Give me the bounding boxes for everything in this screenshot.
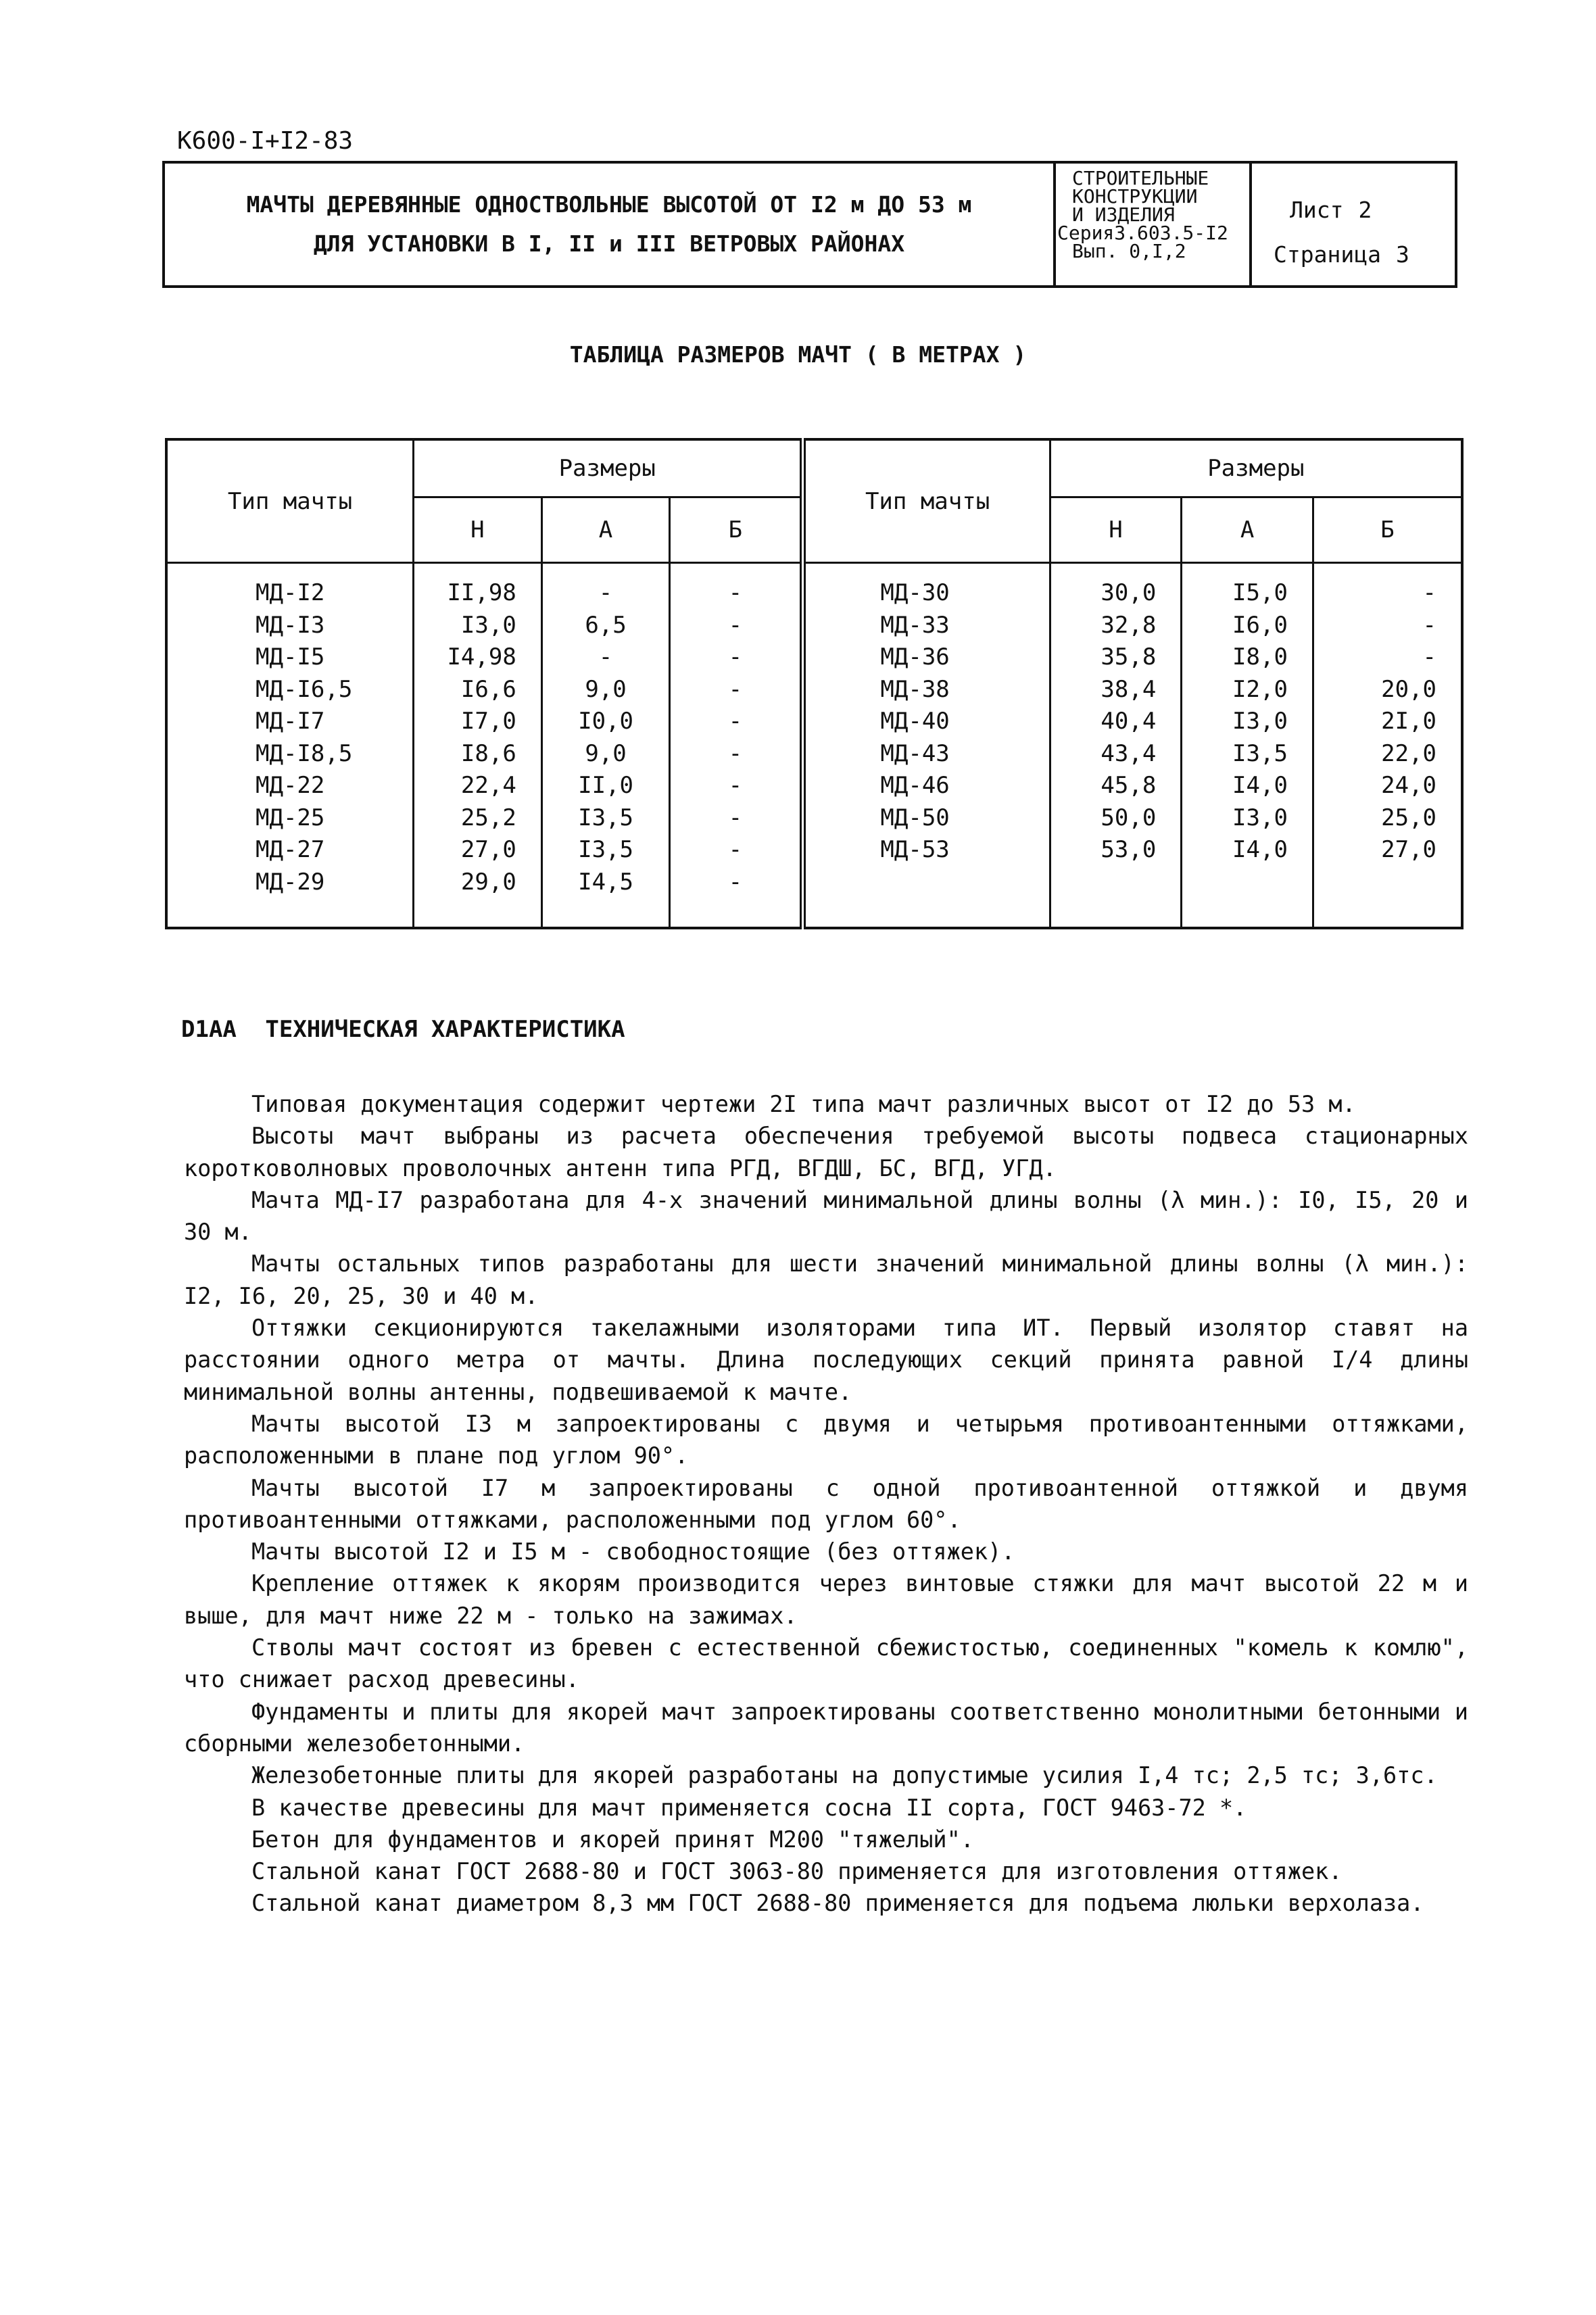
- left-row-9-h: 27,0: [460, 836, 516, 863]
- series-line-2: КОНСТРУКЦИИ: [1072, 185, 1198, 208]
- left-row-2-h: I3,0: [460, 611, 516, 639]
- right-row-1-a: I5,0: [1232, 579, 1288, 606]
- mast-sizes-table: [165, 438, 1464, 929]
- left-row-7-b: -: [728, 772, 743, 799]
- left-row-2-b: -: [728, 611, 743, 639]
- title-line-2: ДЛЯ УСТАНОВКИ В I, II и III ВЕТРОВЫХ РАЙОНАХ: [313, 230, 905, 257]
- paragraph: Стальной канат ГОСТ 2688-80 и ГОСТ 3063-80 применяется для изготовления оттяжек.: [251, 1858, 1343, 1885]
- header-h-left: Н: [414, 497, 542, 563]
- header-b-right: Б: [1313, 497, 1462, 563]
- right-row-3-h: 35,8: [1101, 643, 1157, 671]
- right-row-6-h: 43,4: [1101, 739, 1157, 767]
- right-row-2-type: МД-33: [880, 611, 950, 639]
- left-row-1-a: -: [598, 579, 613, 606]
- title-block: [162, 161, 1457, 288]
- sheet-info: [1252, 164, 1455, 285]
- left-row-10-h: 29,0: [460, 868, 516, 896]
- right-row-8-a: I3,0: [1232, 804, 1288, 831]
- right-row-7-b: 24,0: [1381, 772, 1436, 799]
- right-row-7-type: МД-46: [880, 772, 950, 799]
- right-row-4-b: 20,0: [1381, 675, 1436, 703]
- left-row-5-a: I0,0: [578, 708, 633, 735]
- right-row-8-b: 25,0: [1381, 804, 1436, 831]
- col-a-right: [1182, 563, 1313, 929]
- left-row-3-h: I4,98: [447, 643, 516, 671]
- left-row-5-type: МД-I7: [256, 708, 325, 735]
- right-row-1-b: -: [1422, 579, 1436, 606]
- left-row-7-type: МД-22: [256, 772, 325, 799]
- paragraph: Железобетонные плиты для якорей разработаны на допустимые усилия I,4 тс; 2,5 тс; 3,6тс.: [251, 1762, 1438, 1789]
- left-row-6-type: МД-I8,5: [256, 739, 353, 767]
- page-label: Страница: [1274, 241, 1381, 268]
- left-row-2-type: МД-I3: [256, 611, 325, 639]
- right-row-2-b: -: [1422, 611, 1436, 639]
- right-row-6-type: МД-43: [880, 739, 950, 767]
- left-row-1-b: -: [728, 579, 743, 606]
- page-number: 3: [1395, 241, 1409, 268]
- right-row-5-b: 2I,0: [1381, 708, 1436, 735]
- col-b-right: [1313, 563, 1462, 929]
- left-row-8-type: МД-25: [256, 804, 325, 831]
- left-row-3-type: МД-I5: [256, 643, 325, 671]
- right-row-2-a: I6,0: [1232, 611, 1288, 639]
- left-row-8-a: I3,5: [578, 804, 633, 831]
- series-line-5: Вып. 0,I,2: [1072, 240, 1186, 262]
- paragraph: Стволы мачт состоят из бревен с естественной сбежистостью, соединенных "комель к комлю", что снижает расход древесины.: [184, 1634, 1468, 1693]
- left-row-1-h: II,98: [447, 579, 516, 606]
- technical-description: [184, 1088, 1468, 1920]
- series-line-3: И ИЗДЕЛИЯ: [1072, 203, 1175, 226]
- left-row-5-b: -: [728, 708, 743, 735]
- left-row-4-h: I6,6: [460, 675, 516, 703]
- document-code: К600-I+I2-83: [177, 127, 354, 155]
- left-row-4-type: МД-I6,5: [256, 675, 353, 703]
- right-row-1-h: 30,0: [1101, 579, 1157, 606]
- right-row-6-a: I3,5: [1232, 739, 1288, 767]
- right-row-9-h: 53,0: [1101, 836, 1157, 863]
- col-a-left: [541, 563, 669, 929]
- right-row-9-type: МД-53: [880, 836, 950, 863]
- series-line-1: СТРОИТЕЛЬНЫЕ: [1072, 167, 1209, 189]
- left-row-2-a: 6,5: [585, 611, 627, 639]
- right-row-9-a: I4,0: [1232, 836, 1288, 863]
- header-a-right: А: [1182, 497, 1313, 563]
- paragraph: Оттяжки секционируются такелажными изоляторами типа ИТ. Первый изолятор ставят на расстоянии одного метра от мачты. Длина последующих секций принята равной I/4 длины минимальной волны антенны, подвешиваемой к мачте.: [184, 1315, 1468, 1405]
- right-row-5-a: I3,0: [1232, 708, 1288, 735]
- header-type-right: Тип мачты: [803, 439, 1050, 563]
- left-row-6-a: 9,0: [585, 739, 627, 767]
- paragraph: В качестве древесины для мачт применяется сосна II сорта, ГОСТ 9463-72 *.: [251, 1794, 1247, 1821]
- left-row-6-h: I8,6: [460, 739, 516, 767]
- header-sizes-right: Размеры: [1050, 439, 1462, 497]
- left-row-3-a: -: [598, 643, 613, 671]
- left-row-7-a: II,0: [578, 772, 633, 799]
- paragraph: Крепление оттяжек к якорям производится через винтовые стяжки для мачт высотой 22 м и выше, для мачт ниже 22 м - только на зажимах.: [184, 1570, 1468, 1629]
- right-row-7-h: 45,8: [1101, 772, 1157, 799]
- col-type-right: [803, 563, 1050, 929]
- left-row-9-type: МД-27: [256, 836, 325, 863]
- right-row-2-h: 32,8: [1101, 611, 1157, 639]
- right-row-5-h: 40,4: [1101, 708, 1157, 735]
- header-sizes-left: Размеры: [414, 439, 803, 497]
- sheet-label: Лист: [1290, 197, 1344, 223]
- left-row-9-a: I3,5: [578, 836, 633, 863]
- series-info: [1056, 164, 1252, 285]
- section-code: D1АА: [181, 1016, 237, 1043]
- sheet-row: [1290, 188, 1455, 233]
- series-line-4: Серия3.603.5-I2: [1057, 222, 1228, 244]
- section-heading: [181, 1016, 625, 1043]
- right-row-3-b: -: [1422, 643, 1436, 671]
- right-row-8-type: МД-50: [880, 804, 950, 831]
- paragraph: Типовая документация содержит чертежи 2I типа мачт различных высот от I2 до 53 м.: [251, 1091, 1356, 1117]
- left-row-7-h: 22,4: [460, 772, 516, 799]
- right-row-3-type: МД-36: [880, 643, 950, 671]
- paragraph: Мачта МД-I7 разработана для 4-х значений минимальной длины волны (λ мин.): I0, I5, 20 и 30 м.: [184, 1186, 1468, 1246]
- right-row-3-a: I8,0: [1232, 643, 1288, 671]
- left-row-5-h: I7,0: [460, 708, 516, 735]
- page-row: [1274, 233, 1455, 277]
- paragraph: Мачты остальных типов разработаны для шести значений минимальной длины волны (λ мин.): I2, I6, 20, 25, 30 и 40 м.: [184, 1250, 1468, 1309]
- right-row-7-a: I4,0: [1232, 772, 1288, 799]
- paragraph: Мачты высотой I7 м запроектированы с одной противоантенной оттяжкой и двумя противоантенными оттяжками, расположенными под углом 60°.: [184, 1474, 1468, 1533]
- title-line-1: МАЧТЫ ДЕРЕВЯННЫЕ ОДНОСТВОЛЬНЫЕ ВЫСОТОЙ ОТ I2 м ДО 53 м: [246, 191, 972, 218]
- left-row-6-b: -: [728, 739, 743, 767]
- left-row-10-b: -: [728, 868, 743, 896]
- right-row-6-b: 22,0: [1381, 739, 1436, 767]
- col-h-left: [414, 563, 542, 929]
- table-title: ТАБЛИЦА РАЗМЕРОВ МАЧТ ( В МЕТРАХ ): [569, 341, 1027, 368]
- paragraph: Мачты высотой I3 м запроектированы с двумя и четырьмя противоантенными оттяжками, расположенными в плане под углом 90°.: [184, 1410, 1468, 1469]
- left-row-9-b: -: [728, 836, 743, 863]
- right-row-4-type: МД-38: [880, 675, 950, 703]
- header-a-left: А: [541, 497, 669, 563]
- paragraph: Стальной канат диаметром 8,3 мм ГОСТ 2688-80 применяется для подъема люльки верхолаза.: [251, 1890, 1424, 1917]
- header-type-left: Тип мачты: [166, 439, 414, 563]
- right-row-4-a: I2,0: [1232, 675, 1288, 703]
- left-row-3-b: -: [728, 643, 743, 671]
- right-row-5-type: МД-40: [880, 708, 950, 735]
- right-row-9-b: 27,0: [1381, 836, 1436, 863]
- paragraph: Мачты высотой I2 и I5 м - свободностоящие (без оттяжек).: [251, 1538, 1015, 1565]
- left-row-10-a: I4,5: [578, 868, 633, 896]
- col-type-left: [166, 563, 414, 929]
- left-row-8-h: 25,2: [460, 804, 516, 831]
- col-h-right: [1050, 563, 1182, 929]
- right-row-1-type: МД-30: [880, 579, 950, 606]
- left-row-4-b: -: [728, 675, 743, 703]
- right-row-8-h: 50,0: [1101, 804, 1157, 831]
- paragraph: Фундаменты и плиты для якорей мачт запроектированы соответственно монолитными бетонными и сборными железобетонными.: [184, 1698, 1468, 1757]
- left-row-8-b: -: [728, 804, 743, 831]
- paragraph: Бетон для фундаментов и якорей принят М200 "тяжелый".: [251, 1826, 974, 1853]
- left-row-1-type: МД-I2: [256, 579, 325, 606]
- left-row-10-type: МД-29: [256, 868, 325, 896]
- sheet-number: 2: [1358, 197, 1372, 223]
- header-b-left: Б: [670, 497, 803, 563]
- header-h-right: Н: [1050, 497, 1182, 563]
- right-row-4-h: 38,4: [1101, 675, 1157, 703]
- paragraph: Высоты мачт выбраны из расчета обеспечения требуемой высоты подвеса стационарных коротковолновых проволочных антенн типа РГД, ВГДШ, БС, ВГД, УГД.: [184, 1123, 1468, 1181]
- section-title: ТЕХНИЧЕСКАЯ ХАРАКТЕРИСТИКА: [265, 1016, 625, 1043]
- left-row-4-a: 9,0: [585, 675, 627, 703]
- document-title: [165, 164, 1056, 285]
- col-b-left: [670, 563, 803, 929]
